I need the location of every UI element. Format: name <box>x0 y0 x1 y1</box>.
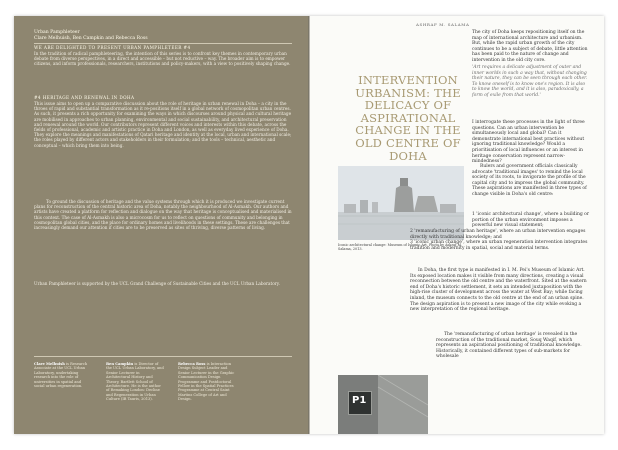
heading-issue: #4 HERITAGE AND RENEWAL IN DOHA <box>34 95 135 100</box>
editors: Clare Melhuish, Ben Campkin and Rebecca Ross <box>34 35 148 41</box>
p1-sign <box>348 391 372 415</box>
body-text-lower: In Doha, the first type is manifested in I. M. Pei's Museum of Islamic Art. Its exposed location makes it visible from many directions, creating a visual reconnection between the old centre and the waterfront. Sited at the eastern end of Doha's historic settlement, it sets an intended juxtaposition with the high-rise cluster of development across the water at West Bay; while facing inland, the museum connects to the old centre at the end of an urban spine. The design aspiration is to present a new image of the city while evoking a new interpretation of the regional heritage. <box>410 268 587 313</box>
pamphlet-spread <box>14 16 604 434</box>
parking-photo <box>338 375 428 434</box>
numbered-list <box>472 212 590 229</box>
p1-sign-text: P1 <box>352 395 367 406</box>
right-page <box>310 16 604 434</box>
bio-text: is Director of the UCL Urban Laboratory, and Senior Lecturer in Architectural History and Theory, Bartlett School of Architecture. He is the author of Remaking London: Decline and Regeneration in Urban Culture (IB Tauris, 2013). <box>106 362 164 402</box>
col-text-top: The city of Doha keeps repositioning itself on the map of international architecture and urbanism. But, while the rapid urban growth of the city continues to be a subject of debate, little attention has been paid to the nature of change and intervention in the old city core. <box>472 30 588 63</box>
photo-caption: Iconic architectural change: Museum of Islamic Art. Photo by Ashraf M. Salama, 2013. <box>338 243 462 252</box>
heading-intro: WE ARE DELIGHTED TO PRESENT URBAN PAMPHLETEER #4 <box>34 45 191 50</box>
bio-text: is Interaction Design Subject Leader and Senior Lecturer in the Graphic Communication Design Programme and Postdoctoral Fellow in the Spatial Practices Programme at Central Saint Martins College of Art and Design. <box>178 362 235 402</box>
support-text: Urban Pamphleteer is supported by the UCL Grand Challenge of Sustainable Cities and the UCL Urban Laboratory. <box>34 281 280 286</box>
bio-text: is Research Associate at the UCL Urban Laboratory, undertaking research into the role of universities in spatial and social urban regeneration. <box>34 362 88 389</box>
col-text-mid2: Rulers and government officials classically advocate 'traditional images' to remind the local society of its roots, to invigorate the profile of the capital city and to impress the global community. These aspirations are manifested in three types of change visible in Doha's old centre: <box>472 164 587 197</box>
pull-quote: 'Art requires a delicate adjustment of outer and inner worlds in such a way that, without changing their nature, they can be seen through each other. To know oneself is to know one's region. It is also to know the world, and it is also, paradoxically, a form of exile from that world.' <box>472 65 588 98</box>
bio-name: Clare Melhuish <box>34 362 65 366</box>
bio-2 <box>106 362 164 402</box>
body-text-2: To ground the discussion of heritage and the value systems through which it is produced we investigate current plans for reconstruction of the central historic area of Doha, notably the neighbourhood of Al-Asmakh. Our authors and artists have created a platform for reflection and dialogue on the way that heritage is conceptualised and materialised in this context. The case of Al-Asmakh is also a microcosm for us to reflect on questions of community and belonging in cosmopolitan global cities, and the place for ordinary homes and livelihoods in these settings. These are challenges that increasingly demand our attention if cities are to be preserved as sites of thriving, diverse patterns of living. <box>34 199 292 231</box>
body-text-1: This issue aims to open up a comparative discussion about the role of heritage in urban renewal in Doha – a city in the throes of rapid and substantial transformation as it re-positions itself in a global network of cosmopolitan urban centres. As such, it presents a rich opportunity for examining the ways in which discourses around physical and cultural heritage are mobilised in approaches to urban planning, environmental and social sustainability, and architectural preservation and renewal around the world. Our contributors represent different voices and interests within this debate, across the fields of professional, academic and artistic practice in Doha and London, as well as everyday lived experience of Doha. They explore the meanings and manifestations of Qatari heritage and identity at the local, urban and international scale; the roles played by different actors and stakeholders in their formulation; and the tools – technical, aesthetic and conceptual – which bring them into being. <box>34 101 292 148</box>
body-text-lower2: The 'remanufacturing of urban heritage' is revealed in the reconstruction of the traditional market, Souq Waqif, which represents an aspirational positioning of traditional knowledge. Historically, it contained different types of sub-markets for wholesale <box>436 332 582 360</box>
divider <box>34 43 292 44</box>
divider <box>34 356 292 357</box>
series-header <box>34 30 148 41</box>
numbered-list-cont <box>410 229 590 251</box>
bio-name: Rebecca Ross <box>178 362 206 366</box>
series-name: Urban Pamphleteer <box>34 30 80 35</box>
bio-3 <box>178 362 236 402</box>
col-text-mid: I interrogate these processes in the light of three questions. Can an urban intervention be simultaneously local and global? Can it demonstrate international best practices without ignoring traditional knowledge? Would a prioritisation of local influences or an interest in heritage conservation represent narrow-mindedness? <box>472 120 585 165</box>
intro-text: In the tradition of radical pamphleteering, the intention of this series is to confront key themes in contemporary urban debate from diverse perspectives, in a direct and accessible – but not reductive – way. The broader aim is to empower citizens, and inform professionals, researchers, institutions and policy-makers, with a view to positively shaping change. <box>34 51 291 67</box>
list-item: 2 'remanufacturing of urban heritage', where an urban intervention engages directly with traditional knowledge; and <box>410 229 586 240</box>
bio-name: Ben Campkin <box>106 362 134 366</box>
running-head: ASHRAF M. SALAMA <box>416 22 470 27</box>
article-title: INTERVENTION URBANISM: THE DELICACY OF ASPIRATIONAL CHANGE IN THE OLD CENTRE OF DOHA <box>355 73 461 163</box>
list-item: 1 'iconic architectural change', where a building or portion of the urban environment imposes a powerful new visual statement; <box>472 212 590 229</box>
left-page <box>14 16 308 434</box>
list-item: 3 'iconic urban change', where an urban regeneration intervention integrates tradition and modernity in spatial, social and material terms. <box>410 240 588 251</box>
bio-1 <box>34 362 92 388</box>
